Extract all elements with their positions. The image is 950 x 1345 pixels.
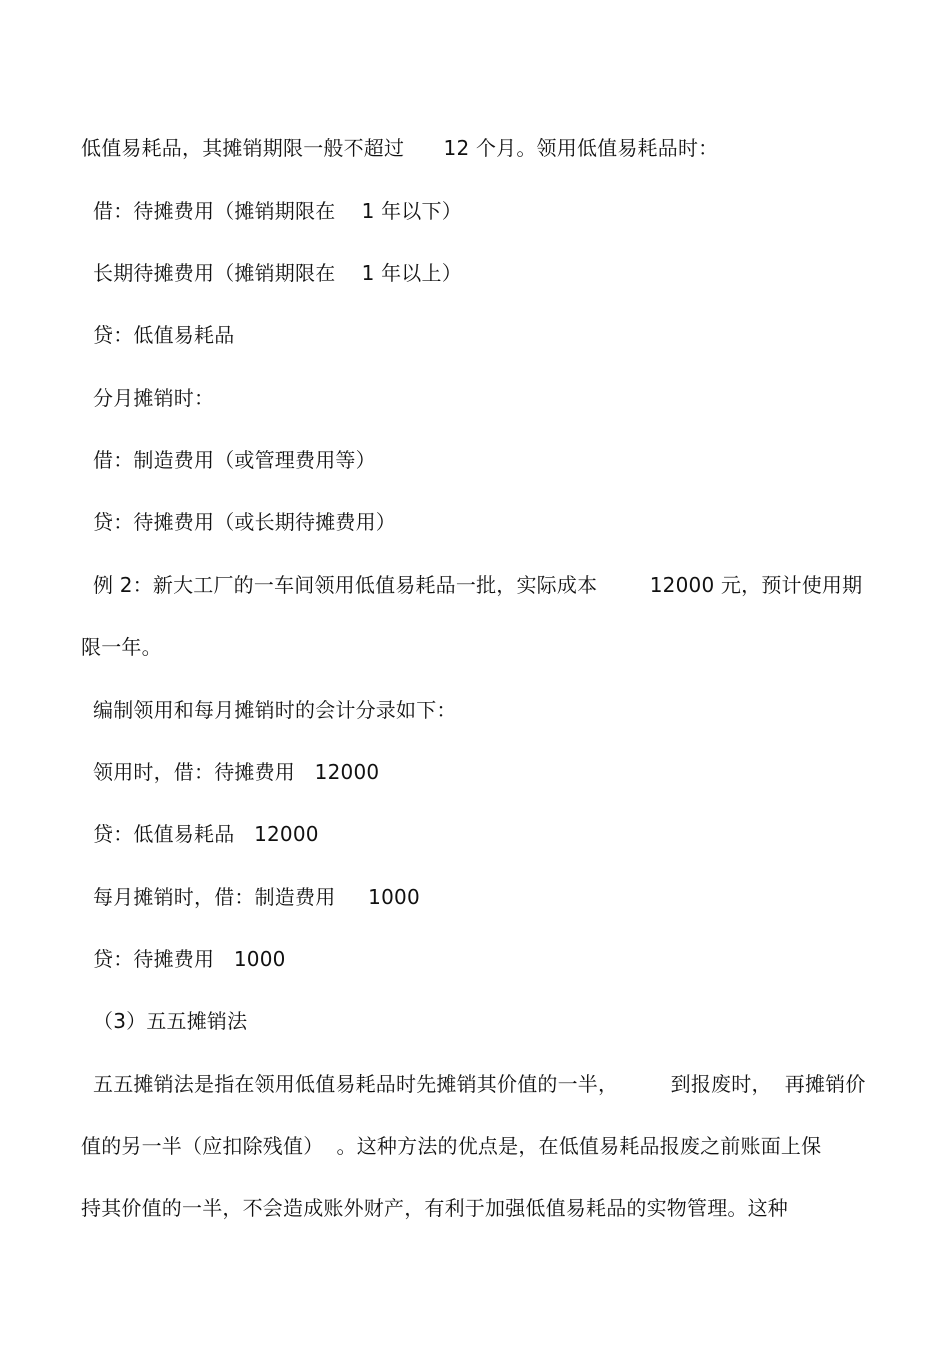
text-line: 贷：低值易耗品 12000: [93, 822, 319, 846]
text-line: 值的另一半（应扣除残值） 。这种方法的优点是，在低值易耗品报废之前账面上保: [81, 1134, 822, 1158]
text-line: 每月摊销时，借：制造费用 1000: [93, 885, 420, 909]
text-line: 借：制造费用（或管理费用等）: [93, 448, 376, 472]
text-line: 贷：待摊费用 1000: [93, 947, 286, 971]
text-line: 限一年。: [81, 635, 162, 659]
text-line: 分月摊销时：: [93, 386, 215, 410]
text-line: 例 2：新大工厂的一车间领用低值易耗品一批，实际成本 12000 元，预计使用期: [93, 573, 863, 597]
text-line: 编制领用和每月摊销时的会计分录如下：: [93, 698, 457, 722]
text-line: 贷：待摊费用（或长期待摊费用）: [93, 510, 396, 534]
text-line: 领用时，借：待摊费用 12000: [93, 760, 380, 784]
text-line: 借：待摊费用（摊销期限在 1 年以下）: [93, 199, 462, 223]
text-line: 长期待摊费用（摊销期限在 1 年以上）: [93, 261, 462, 285]
text-line: 持其价值的一半，不会造成账外财产，有利于加强低值易耗品的实物管理。这种: [81, 1196, 788, 1220]
text-line: 贷：低值易耗品: [93, 323, 235, 347]
section-heading: （3）五五摊销法: [93, 1009, 248, 1033]
text-line: 五五摊销法是指在领用低值易耗品时先摊销其价值的一半， 到报废时， 再摊销价: [93, 1072, 866, 1096]
text-line: 低值易耗品，其摊销期限一般不超过 12 个月。领用低值易耗品时：: [81, 136, 719, 160]
